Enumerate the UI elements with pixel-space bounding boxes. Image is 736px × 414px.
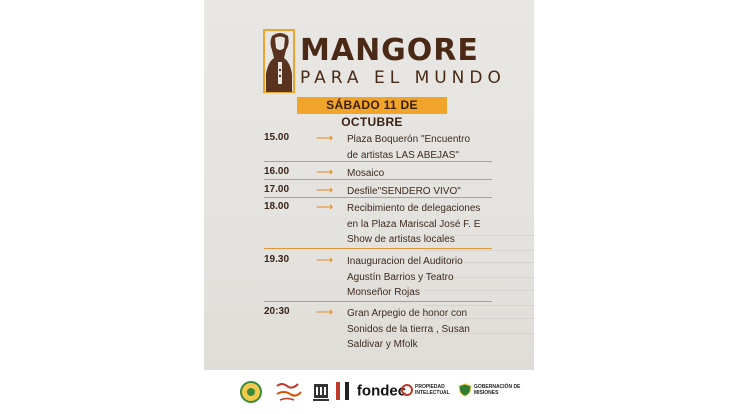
dnpi-icon <box>401 384 413 396</box>
arrow-icon: ⟶ <box>316 165 334 179</box>
misiones-line: GOBERNACIÓN DE <box>474 384 521 390</box>
event-poster <box>204 0 534 414</box>
municipal-seal-logo <box>238 380 264 404</box>
arrow-icon: ⟶ <box>316 131 334 145</box>
schedule-desc-line: Mosaico <box>347 168 385 179</box>
misiones-text <box>474 384 520 396</box>
fondec-bar <box>345 382 349 400</box>
row-divider <box>264 161 492 162</box>
schedule-desc-line: Gran Arpegio de honor con <box>347 308 468 319</box>
schedule-desc-line: Saldivar y Mfolk <box>347 339 418 350</box>
schedule-desc-line: Show de artistas locales <box>347 234 455 245</box>
schedule-description <box>347 306 497 353</box>
schedule-desc-line: Inauguracion del Auditorio <box>347 256 463 267</box>
event-brand-title: MANGORE <box>300 33 479 68</box>
schedule-desc-line: Plaza Boquerón "Encuentro <box>347 134 471 145</box>
sponsor-footer <box>204 370 534 414</box>
schedule-time: 17.00 <box>264 184 290 195</box>
schedule-desc-line: Sonidos de la tierra , Susan <box>347 323 470 335</box>
mangore-portrait-logo <box>262 28 298 94</box>
event-brand-subtitle: PARA EL MUNDO <box>300 68 506 88</box>
propiedad-line: INTELECTUAL <box>415 390 450 396</box>
row-divider <box>264 197 492 198</box>
schedule-time: 15.00 <box>264 132 290 143</box>
arrow-icon: ⟶ <box>316 200 334 214</box>
fondec-wordmark: fondec <box>356 382 407 400</box>
propiedad-line: PROPIEDAD <box>415 384 445 390</box>
schedule-time: 18.00 <box>264 201 290 212</box>
schedule-time: 19.30 <box>264 254 290 265</box>
schedule-desc-line: en la Plaza Mariscal José F. E <box>347 218 481 230</box>
fondec-logo <box>336 382 406 402</box>
schedule-desc-line: de artistas LAS ABEJAS" <box>347 149 459 161</box>
building-logo <box>311 380 331 404</box>
misiones-line: MISIONES <box>474 390 499 396</box>
event-date-badge: SÁBADO 11 DE OCTUBRE <box>297 97 447 114</box>
shield-icon <box>458 383 472 397</box>
arrow-icon: ⟶ <box>316 305 334 319</box>
schedule-desc-line: Agustín Barrios y Teatro <box>347 271 454 283</box>
schedule-description <box>347 254 497 301</box>
schedule-time: 20:30 <box>264 306 290 317</box>
schedule-desc-line: Monseñor Rojas <box>347 287 420 298</box>
schedule-description <box>347 201 497 248</box>
sonidos-de-la-tierra-logo <box>274 380 304 404</box>
row-divider <box>264 179 492 180</box>
schedule-desc-line: Desfile"SENDERO VIVO" <box>347 186 461 197</box>
row-divider <box>264 248 492 249</box>
row-divider <box>264 301 492 302</box>
schedule-description <box>347 132 497 163</box>
propiedad-text <box>415 384 450 396</box>
schedule-desc-line: Recibimiento de delegaciones <box>347 203 481 214</box>
schedule-time: 16.00 <box>264 166 290 177</box>
arrow-icon: ⟶ <box>316 183 334 197</box>
arrow-icon: ⟶ <box>316 253 334 267</box>
fondec-bar <box>336 382 340 400</box>
